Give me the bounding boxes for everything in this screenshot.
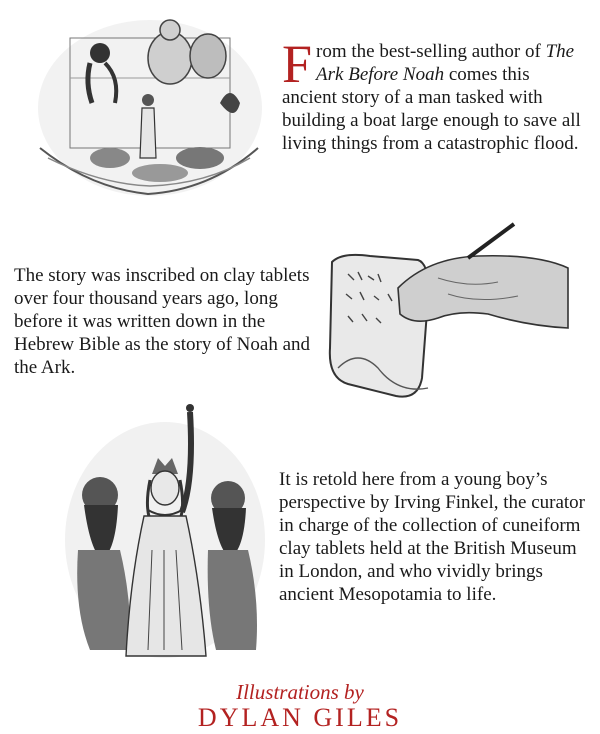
drop-cap: F	[282, 34, 313, 94]
intro-text-b: comes this ancient story of a man tasked with building a boat large enough to save all living things from a catastrophic flood.	[282, 64, 581, 154]
ark-animals-illustration	[30, 8, 266, 200]
illustrations-by-label: Illustrations by	[236, 680, 364, 704]
history-paragraph: The story was inscribed on clay tablets over four thousand years ago, long before it was written down in the Hebrew Bible as the story of Noah and the Ark.	[14, 265, 311, 378]
intro-paragraph	[282, 34, 587, 155]
priestess-figures-illustration	[60, 400, 270, 658]
intro-text-a: rom the best-selling author of	[316, 41, 546, 62]
hand-writing-tablet-illustration	[318, 218, 578, 408]
illustrator-name: DYLAN GILES	[197, 703, 403, 732]
book-title: The Ark Before Noah	[316, 41, 575, 85]
retelling-paragraph: It is retold here from a young boy’s perspective by Irving Finkel, the curator in charge of the collection of cuneiform clay tablets held at the British Museum in London, and who vividly brings ancient Mesopotamia to life.	[279, 469, 586, 605]
